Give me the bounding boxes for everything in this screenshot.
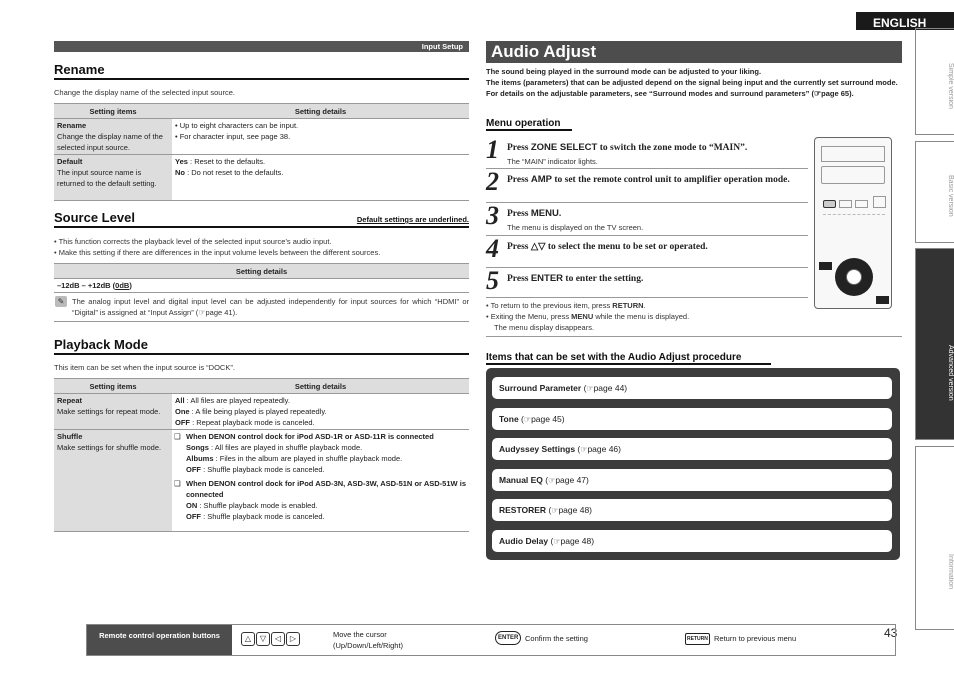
value-key: OFF — [175, 418, 190, 427]
th-details: Setting details — [172, 379, 469, 394]
remote-control-illustration — [814, 137, 892, 309]
shuffle-key: Shuffle — [57, 432, 83, 441]
yes-label: Yes — [175, 157, 188, 166]
audio-item[interactable] — [492, 530, 892, 552]
step-number: 3 — [486, 201, 499, 230]
default-key-desc: The input source name is returned to the default setting. — [57, 168, 157, 188]
playback-desc: This item can be set when the input source is “DOCK”. — [54, 363, 235, 372]
audio-item[interactable] — [492, 438, 892, 460]
value-desc: : Shuffle playback mode is canceled. — [201, 512, 325, 521]
note2: • Exiting the Menu, press — [486, 312, 572, 321]
reference-icon: ☞ — [523, 414, 532, 424]
step-post: to set the remote control unit to amplifier operation mode. — [551, 175, 790, 185]
item-open: ( — [542, 474, 549, 485]
step-pre: Press — [507, 209, 531, 219]
item-page: page 46) — [587, 444, 621, 454]
shuffle-values-2 — [174, 500, 466, 522]
range-default: 0dB — [115, 281, 130, 290]
item-page: page 48) — [558, 505, 593, 515]
value-key: ON — [186, 501, 198, 510]
value-key: OFF — [186, 512, 201, 521]
step-key: △▽ — [530, 241, 546, 252]
value-desc: : Files in the album are played in shuffle playback mode. — [213, 454, 403, 463]
item-page: page 47) — [555, 474, 589, 485]
step-pre: Press — [507, 242, 531, 252]
rename-desc: Change the display name of the selected input source. — [54, 88, 235, 97]
intro-line-1: The sound being played in the surround mode can be adjusted to your liking. — [486, 67, 762, 76]
section-header-bar: Input Setup — [54, 41, 469, 52]
range-a: –12dB – +12dB ( — [57, 281, 116, 290]
step-number: 4 — [486, 234, 499, 263]
step-key: ENTER — [530, 273, 564, 284]
language-label: ENGLISH — [856, 12, 954, 30]
item-open: ( — [581, 383, 587, 393]
memo-text: The analog input level and digital input level can be adjusted independently for input sources for which “HDMI” or “Digital” is assigned at “Input Assign” ( — [72, 297, 469, 317]
step-text — [507, 240, 807, 254]
step-pre: Press — [507, 143, 531, 153]
th-details: Setting details — [172, 104, 469, 119]
tab-basic-version[interactable]: Basic version — [915, 141, 954, 243]
down-icon: ▽ — [256, 632, 270, 646]
value-desc: : All files are played repeatedly. — [184, 396, 290, 405]
item-page: page 48) — [560, 535, 595, 546]
item-open: ( — [518, 413, 524, 424]
source-table — [54, 263, 469, 293]
rename-title: Rename — [54, 62, 469, 80]
item-page: page 45) — [531, 413, 565, 424]
rename-section — [54, 62, 469, 201]
page-number: 43 — [884, 626, 898, 640]
shuffle-desc: Make settings for shuffle mode. — [57, 443, 162, 452]
audio-adjust-title: Audio Adjust — [486, 41, 902, 63]
tab-simple-version[interactable]: Simple version — [915, 28, 954, 135]
source-bullet-1: • This function corrects the playback level of the selected input source’s audio input. — [54, 237, 332, 246]
step-pre: Press — [507, 175, 531, 185]
return-text: Return to previous menu — [714, 634, 797, 643]
step-post: to switch the zone mode to “MAIN”. — [597, 143, 748, 153]
step-key: ZONE SELECT — [530, 142, 598, 153]
item-label: Audyssey Settings — [499, 444, 576, 454]
th-items: Setting items — [54, 104, 172, 119]
step-key: MENU — [530, 208, 559, 219]
footer-label: Remote control operation buttons — [87, 625, 232, 655]
rename-table — [54, 103, 469, 201]
menu-key: MENU — [571, 312, 594, 321]
tab-information[interactable]: Information — [915, 446, 954, 630]
item-label: Manual EQ — [499, 474, 543, 485]
rename-key-desc: Change the display name of the selected input source. — [57, 132, 163, 152]
item-open: ( — [575, 444, 581, 454]
memo-page: page 41). — [205, 308, 238, 317]
playback-table: Setting items Setting details Repeat Make settings for repeat mode. All : All files are played repeatedly. One : A file being played is played repeatedly. OFF : Repeat playback mode is canceled. Shuffle Make settings for shuffle mode. ❑ When DENON control dock for iPod ASD-1R or ASD-11R is connected Songs : All files are played in shuffle playback mode. Albums : Files in the album are played in shuffle playback mode. OFF : Shuffle playback mode is canceled. ❑ When DENON control dock for iPod ASD-3N, ASD-3W, ASD-51N or ASD-51W is connected ON : Shuffle playback mode is enabled. OFF : Shuffle playback mode is canceled. — [54, 378, 469, 532]
footer-remote-buttons — [86, 624, 896, 656]
value-desc: : All files are played in shuffle playback mode. — [208, 443, 363, 452]
item-label: RESTORER — [499, 505, 547, 515]
item-page: page 44) — [593, 383, 628, 393]
cursor-buttons — [241, 632, 301, 646]
shuffle-h1: When DENON control dock for iPod ASD-1R or ASD-11R is connected — [186, 432, 434, 441]
step-4 — [486, 236, 808, 268]
audio-adjust-intro — [486, 66, 902, 99]
step-2 — [486, 169, 808, 203]
repeat-values — [172, 394, 469, 430]
value-key: Songs — [186, 443, 209, 452]
item-label: Surround Parameter — [499, 383, 582, 393]
step-text — [507, 272, 807, 286]
step-key: AMP — [530, 174, 552, 185]
shuffle-h2: When DENON control dock for iPod ASD-3N, ASD-3W, ASD-51N or ASD-51W is connected — [186, 479, 466, 499]
step-3 — [486, 203, 808, 236]
step-text — [507, 173, 807, 187]
items-title: Items that can be set with the Audio Adjust procedure — [486, 352, 771, 365]
value-key: Albums — [186, 454, 214, 463]
playback-mode-section — [54, 337, 469, 532]
no-desc: : Do not reset to the defaults. — [185, 168, 284, 177]
rename-v1: • Up to eight characters can be input. — [175, 121, 299, 130]
range-close: ) — [129, 281, 132, 290]
item-open: ( — [548, 535, 554, 546]
rename-v2: • For character input, see page 38. — [175, 132, 291, 141]
reference-icon: ☞ — [551, 506, 559, 515]
return-key: RETURN — [612, 301, 644, 310]
step-text — [507, 141, 807, 168]
enter-text: Confirm the setting — [525, 634, 588, 643]
step-number: 5 — [486, 266, 499, 295]
value-key: One — [175, 407, 190, 416]
step-post: to enter the setting. — [563, 274, 644, 284]
step-sub: The menu is displayed on the TV screen. — [507, 223, 644, 232]
step-number: 2 — [486, 167, 499, 196]
move-text: Move the cursor (Up/Down/Left/Right) — [333, 630, 404, 650]
memo-box — [54, 293, 469, 322]
enter-icon: ENTER — [495, 631, 521, 645]
source-level-title: Source Level — [54, 210, 135, 225]
audio-item[interactable] — [492, 469, 892, 491]
reference-icon: ☞ — [548, 475, 556, 485]
reference-icon: ☞ — [198, 308, 206, 317]
step-1 — [486, 137, 808, 169]
item-open: ( — [546, 505, 552, 515]
menu-notes — [486, 300, 902, 337]
value-key: OFF — [186, 465, 201, 474]
rename-key: Rename — [57, 121, 87, 130]
source-level-section — [54, 210, 469, 322]
step-sub: The “MAIN” indicator lights. — [507, 157, 598, 166]
audio-item[interactable] — [492, 408, 892, 430]
repeat-desc: Make settings for repeat mode. — [57, 407, 161, 416]
note3: The menu display disappears. — [494, 323, 595, 332]
right-icon: ▷ — [286, 632, 300, 646]
no-label: No — [175, 168, 185, 177]
intro-line-2: The items (parameters) that can be adjusted depend on the signal being input and the currently set surround mode. For details on the adjustable parameters, see “Surround modes and surround parameters” ( — [486, 78, 898, 98]
step-5 — [486, 268, 808, 298]
pencil-icon: ✎ — [55, 296, 67, 307]
step-number: 1 — [486, 135, 499, 164]
yes-desc: : Reset to the defaults. — [187, 157, 266, 166]
intro-page: page 65). — [821, 89, 854, 98]
source-bullet-2: • Make this setting if there are differences in the input volume levels between the different sources. — [54, 248, 381, 257]
step-pre: Press — [507, 274, 531, 284]
audio-item[interactable] — [492, 499, 892, 521]
default-underline-note: Default settings are underlined. — [356, 215, 469, 224]
value-desc: : Repeat playback mode is canceled. — [190, 418, 315, 427]
value-desc: : Shuffle playback mode is canceled. — [201, 465, 325, 474]
reference-icon: ☞ — [553, 536, 561, 546]
value-desc: : Shuffle playback mode is enabled. — [197, 501, 318, 510]
repeat-key: Repeat — [57, 396, 83, 405]
item-label: Audio Delay — [499, 535, 549, 546]
audio-item[interactable] — [492, 377, 892, 399]
menu-operation-title: Menu operation — [486, 118, 572, 131]
left-icon: ◁ — [271, 632, 285, 646]
shuffle-values-1 — [174, 442, 466, 475]
note1: • To return to the previous item, press — [486, 301, 613, 310]
step-text — [507, 207, 807, 234]
note2-end: while the menu is displayed. — [593, 312, 690, 321]
tab-advanced-version[interactable]: Advanced version — [915, 248, 954, 440]
up-icon: △ — [241, 632, 255, 646]
default-key: Default — [57, 157, 83, 166]
return-icon: RETURN — [685, 633, 710, 645]
th-items: Setting items — [54, 379, 172, 394]
th-details: Setting details — [54, 264, 469, 279]
note1-end: . — [643, 301, 646, 310]
value-desc: : A file being played is played repeatedly. — [189, 407, 327, 416]
value-key: All — [175, 396, 185, 405]
item-label: Tone — [499, 413, 519, 424]
reference-icon: ☞ — [586, 384, 594, 393]
reference-icon: ☞ — [580, 445, 588, 454]
playback-title: Playback Mode — [54, 337, 469, 355]
reference-icon: ☞ — [814, 89, 822, 98]
audio-adjust-items-list — [486, 368, 900, 560]
step-post: . — [558, 209, 562, 219]
step-post: to select the menu to be set or operated. — [545, 242, 708, 252]
